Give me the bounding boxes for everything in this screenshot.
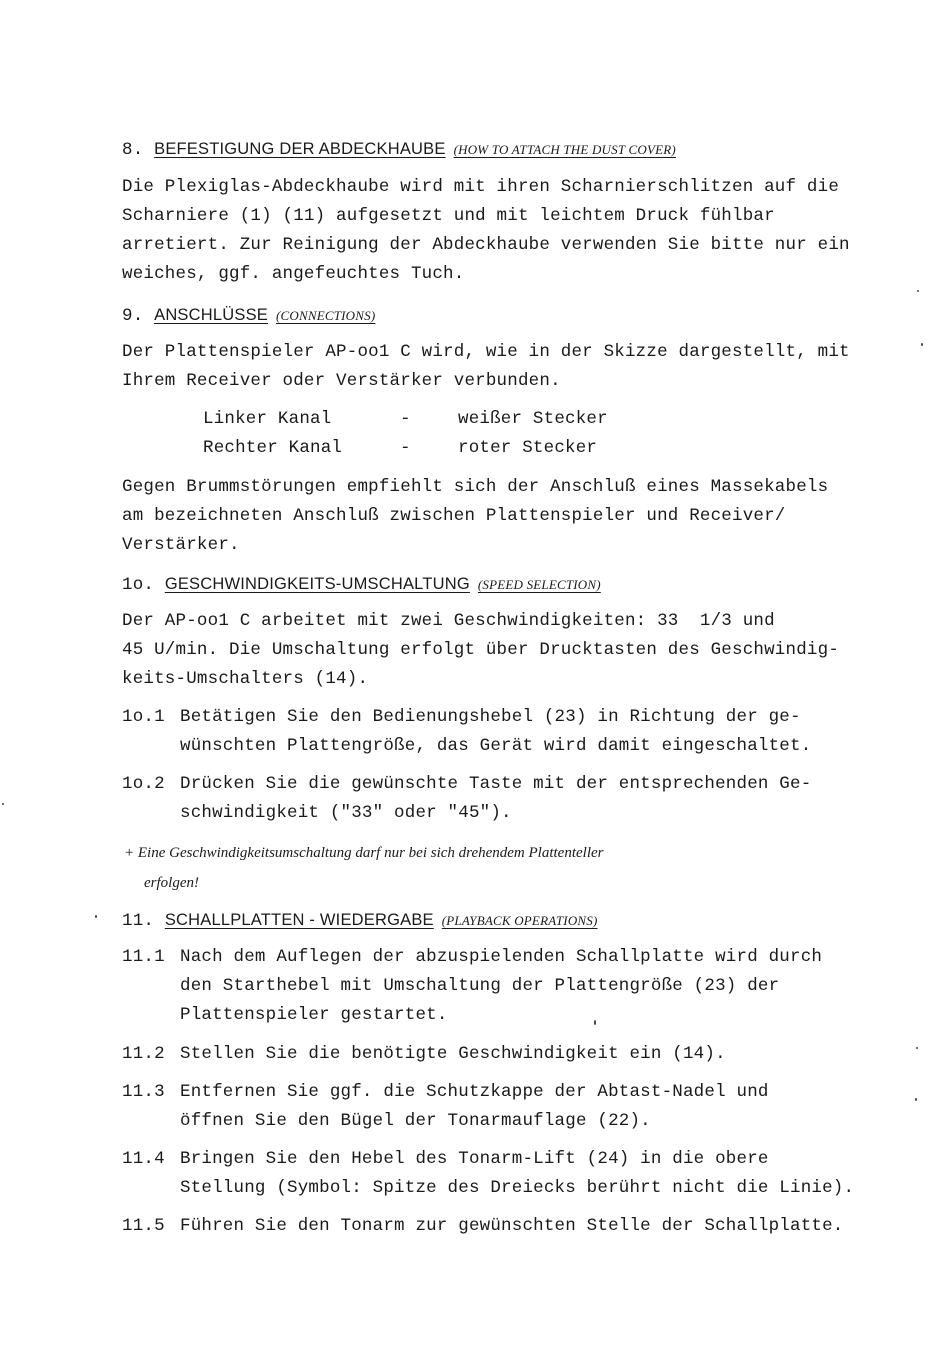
section-number: 1o. xyxy=(122,575,155,595)
section-number: 11. xyxy=(122,911,155,931)
warning-note: + Eine Geschwindigkeitsumschaltung darf nur bei sich drehendem Plattenteller xyxy=(124,845,604,861)
step-text: wünschten Plattengröße, das Gerät wird damit eingeschaltet. xyxy=(180,736,812,756)
channel-name: Rechter Kanal xyxy=(203,438,343,458)
step-text: Führen Sie den Tonarm zur gewünschten Stelle der Schallplatte. xyxy=(180,1216,844,1236)
step-number: 11.2 xyxy=(122,1044,165,1064)
step-text: Betätigen Sie den Bedienungshebel (23) in Richtung der ge- xyxy=(180,707,801,727)
section-title: ANSCHLÜSSE xyxy=(154,306,268,324)
step-text: öffnen Sie den Bügel der Tonarmauflage (22). xyxy=(180,1111,651,1131)
text-line: keits-Umschalters (14). xyxy=(122,669,369,689)
section-subtitle: (HOW TO ATTACH THE DUST COVER) xyxy=(453,142,676,157)
channel-value: roter Stecker xyxy=(458,438,598,458)
section-number: 9. xyxy=(122,306,144,326)
channel-value: weißer Stecker xyxy=(458,409,608,429)
scan-speck xyxy=(2,803,4,805)
section-title: BEFESTIGUNG DER ABDECKHAUBE xyxy=(154,140,446,158)
step-number: 11.1 xyxy=(122,947,165,967)
step-text: Bringen Sie den Hebel des Tonarm-Lift (24) in die obere xyxy=(180,1149,769,1169)
text-line: 45 U/min. Die Umschaltung erfolgt über Drucktasten des Geschwindig- xyxy=(122,640,840,660)
step-number: 11.3 xyxy=(122,1082,165,1102)
scan-speck xyxy=(915,1098,917,1101)
step-text: Entfernen Sie ggf. die Schutzkappe der Abtast-Nadel und xyxy=(180,1082,769,1102)
text-line: Ihrem Receiver oder Verstärker verbunden. xyxy=(122,371,561,391)
text-line: Der AP-oo1 C arbeitet mit zwei Geschwindigkeiten: 33 1/3 und xyxy=(122,611,775,631)
section-heading xyxy=(122,305,375,326)
channel-dash: - xyxy=(400,409,411,429)
section-heading xyxy=(122,139,676,160)
channel-dash: - xyxy=(400,438,411,458)
step-text: Nach dem Auflegen der abzuspielenden Schallplatte wird durch xyxy=(180,947,823,967)
text-line: Der Plattenspieler AP-oo1 C wird, wie in der Skizze dargestellt, mit xyxy=(122,342,850,362)
text-line: weiches, ggf. angefeuchtes Tuch. xyxy=(122,264,465,284)
step-number: 11.4 xyxy=(122,1149,165,1169)
section-subtitle: (CONNECTIONS) xyxy=(275,308,376,323)
scan-speck xyxy=(917,290,919,292)
step-number: 1o.2 xyxy=(122,774,165,794)
step-text: den Starthebel mit Umschaltung der Plattengröße (23) der xyxy=(180,976,780,996)
channel-name: Linker Kanal xyxy=(203,409,332,429)
step-text: Drücken Sie die gewünschte Taste mit der entsprechenden Ge- xyxy=(180,774,812,794)
step-text: schwindigkeit ("33" oder "45"). xyxy=(180,803,512,823)
scan-speck xyxy=(921,343,923,346)
warning-note: erfolgen! xyxy=(144,875,199,891)
section-title: SCHALLPLATTEN - WIEDERGABE xyxy=(164,911,434,929)
text-line: Gegen Brummstörungen empfiehlt sich der Anschluß eines Massekabels xyxy=(122,477,829,497)
text-line: arretiert. Zur Reinigung der Abdeckhaube verwenden Sie bitte nur ein xyxy=(122,235,850,255)
scan-speck xyxy=(95,915,97,918)
section-subtitle: (PLAYBACK OPERATIONS) xyxy=(441,913,598,928)
text-line: Die Plexiglas-Abdeckhaube wird mit ihren Scharnierschlitzen auf die xyxy=(122,177,840,197)
step-text: Plattenspieler gestartet. xyxy=(180,1005,448,1025)
text-line: Scharniere (1) (11) aufgesetzt und mit leichtem Druck fühlbar xyxy=(122,206,775,226)
scan-speck xyxy=(594,1020,596,1025)
step-number: 11.5 xyxy=(122,1216,165,1236)
text-line: Verstärker. xyxy=(122,535,240,555)
section-title: GESCHWINDIGKEITS-UMSCHALTUNG xyxy=(164,575,470,593)
section-number: 8. xyxy=(122,140,144,160)
section-heading xyxy=(122,910,598,931)
section-subtitle: (SPEED SELECTION) xyxy=(477,577,601,592)
step-text: Stellung (Symbol: Spitze des Dreiecks berührt nicht die Linie). xyxy=(180,1178,855,1198)
step-text: Stellen Sie die benötigte Geschwindigkeit ein (14). xyxy=(180,1044,726,1064)
step-number: 1o.1 xyxy=(122,707,165,727)
text-line: am bezeichneten Anschluß zwischen Plattenspieler und Receiver/ xyxy=(122,506,786,526)
scan-speck xyxy=(916,1047,918,1049)
section-heading xyxy=(122,574,601,595)
